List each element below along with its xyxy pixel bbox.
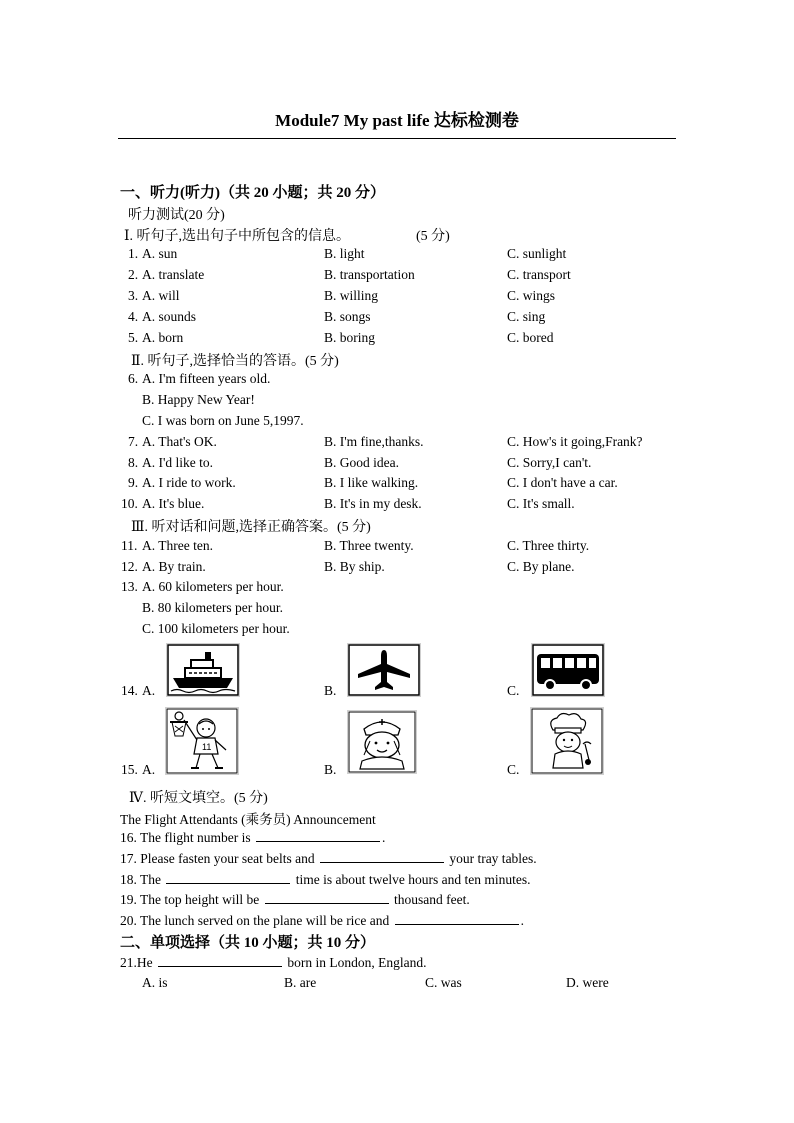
q11-option-a: A. Three ten.: [142, 538, 213, 553]
q21-option-a: A. is: [142, 975, 168, 990]
q8-num: 8.: [128, 455, 139, 470]
q10-num: 10.: [121, 496, 138, 511]
q20-answer-blank[interactable]: [395, 912, 519, 925]
q7-num: 7.: [128, 434, 139, 449]
q13-option-a: A. 60 kilometers per hour.: [142, 579, 284, 594]
q11-num: 11.: [121, 538, 138, 553]
q19: [120, 891, 470, 908]
q8-option-a: A. I'd like to.: [142, 455, 214, 470]
q19-answer-blank[interactable]: [265, 891, 389, 904]
q19-text: 19. The top height will be: [120, 892, 260, 907]
q15-option-c: C.: [507, 762, 520, 777]
q3-option-c: C. wings: [507, 288, 556, 303]
q4-num: 4.: [128, 309, 139, 324]
q20: [120, 912, 524, 929]
airplane-icon: [347, 643, 421, 697]
q12-option-a: A. By train.: [142, 559, 206, 574]
q10-option-c: C. It's small.: [507, 496, 575, 511]
q14-option-a: A.: [142, 683, 156, 698]
q11-option-c: C. Three thirty.: [507, 538, 590, 553]
q18: [120, 871, 530, 888]
q21: [120, 954, 426, 971]
q17-answer-blank[interactable]: [320, 850, 444, 863]
q9-option-c: C. I don't have a car.: [507, 475, 618, 490]
q14-num: 14.: [121, 683, 138, 698]
q21-end: born in London, England.: [287, 955, 427, 970]
q5-option-b: B. boring: [324, 330, 376, 345]
q12-option-c: C. By plane.: [507, 559, 575, 574]
q8-option-c: C. Sorry,I can't.: [507, 455, 592, 470]
q6-option-a: A. I'm fifteen years old.: [142, 371, 271, 386]
q13-option-b: B. 80 kilometers per hour.: [142, 600, 283, 615]
part2-heading: Ⅱ. 听句子,选择恰当的答语。(5 分): [131, 354, 339, 369]
q7-option-b: B. I'm fine,thanks.: [324, 434, 424, 449]
section1-subheading: 听力测试(20 分): [128, 208, 225, 223]
basketball-player-icon: [165, 707, 239, 775]
section2-heading: 二、单项选择（共 10 小题；共 10 分）: [120, 935, 376, 951]
q18-answer-blank[interactable]: [166, 871, 290, 884]
q17-text: 17. Please fasten your seat belts and: [120, 851, 315, 866]
q5-num: 5.: [128, 330, 139, 345]
page-title: Module7 My past life 达标检测卷: [275, 111, 519, 130]
q13-option-c: C. 100 kilometers per hour.: [142, 621, 290, 636]
q1-option-b: B. light: [324, 246, 365, 261]
q4-option-c: C. sing: [507, 309, 546, 324]
q15-option-b: B.: [324, 762, 337, 777]
q1-num: 1.: [128, 246, 139, 261]
part1-score: (5 分): [416, 229, 450, 244]
q19-end: thousand feet.: [393, 892, 470, 907]
title-divider: [118, 138, 676, 139]
q10-option-b: B. It's in my desk.: [324, 496, 422, 511]
q21-text: 21.He: [120, 955, 153, 970]
bus-icon: [531, 643, 605, 697]
q12-option-b: B. By ship.: [324, 559, 385, 574]
svg-text:11: 11: [202, 742, 212, 752]
q16-answer-blank[interactable]: [256, 829, 380, 842]
q14-option-b: B.: [324, 683, 337, 698]
section1-heading: 一、听力(听力)（共 20 小题；共 20 分）: [120, 185, 385, 201]
q6-option-b: B. Happy New Year!: [142, 392, 255, 407]
q20-text: 20. The lunch served on the plane will be rice and: [120, 913, 390, 928]
q10-option-a: A. It's blue.: [142, 496, 205, 511]
q18-text: 18. The: [120, 872, 161, 887]
q3-option-a: A. will: [142, 288, 180, 303]
q9-option-a: A. I ride to work.: [142, 475, 236, 490]
q21-answer-blank[interactable]: [158, 954, 282, 967]
q18-end: time is about twelve hours and ten minutes.: [295, 872, 531, 887]
q2-option-a: A. translate: [142, 267, 205, 282]
q6-option-c: C. I was born on June 5,1997.: [142, 413, 304, 428]
q2-option-c: C. transport: [507, 267, 571, 282]
q16-end: .: [382, 830, 386, 845]
q15-num: 15.: [121, 762, 138, 777]
q15-option-a: A.: [142, 762, 156, 777]
q14-option-c: C.: [507, 683, 520, 698]
q13-num: 13.: [121, 579, 138, 594]
part3-heading: Ⅲ. 听对话和问题,选择正确答案。(5 分): [131, 520, 371, 535]
q3-num: 3.: [128, 288, 139, 303]
q4-option-a: A. sounds: [142, 309, 197, 324]
q16-text: 16. The flight number is: [120, 830, 251, 845]
chef-icon: [530, 707, 604, 775]
q5-option-a: A. born: [142, 330, 184, 345]
q1-option-a: A. sun: [142, 246, 178, 261]
q17: [120, 850, 537, 867]
part4-heading: Ⅳ. 听短文填空。(5 分): [129, 791, 268, 806]
q7-option-a: A. That's OK.: [142, 434, 217, 449]
q12-num: 12.: [121, 559, 138, 574]
q9-option-b: B. I like walking.: [324, 475, 419, 490]
part1-heading: Ⅰ. 听句子,选出句子中所包含的信息。: [124, 229, 351, 244]
q1-option-c: C. sunlight: [507, 246, 567, 261]
q6-num: 6.: [128, 371, 139, 386]
q9-num: 9.: [128, 475, 139, 490]
q11-option-b: B. Three twenty.: [324, 538, 414, 553]
q20-end: .: [520, 913, 525, 928]
ship-icon: [166, 643, 240, 697]
q2-num: 2.: [128, 267, 139, 282]
q2-option-b: B. transportation: [324, 267, 415, 282]
q21-option-c: C. was: [425, 975, 462, 990]
part4-intro: The Flight Attendants (乘务员) Announcement: [120, 812, 376, 827]
q3-option-b: B. willing: [324, 288, 379, 303]
q7-option-c: C. How's it going,Frank?: [507, 434, 643, 449]
q21-option-b: B. are: [284, 975, 317, 990]
q16: [120, 829, 385, 846]
q17-end: your tray tables.: [449, 851, 537, 866]
q5-option-c: C. bored: [507, 330, 554, 345]
nurse-icon: [347, 710, 417, 774]
q4-option-b: B. songs: [324, 309, 371, 324]
q21-option-d: D. were: [566, 975, 609, 990]
q8-option-b: B. Good idea.: [324, 455, 399, 470]
